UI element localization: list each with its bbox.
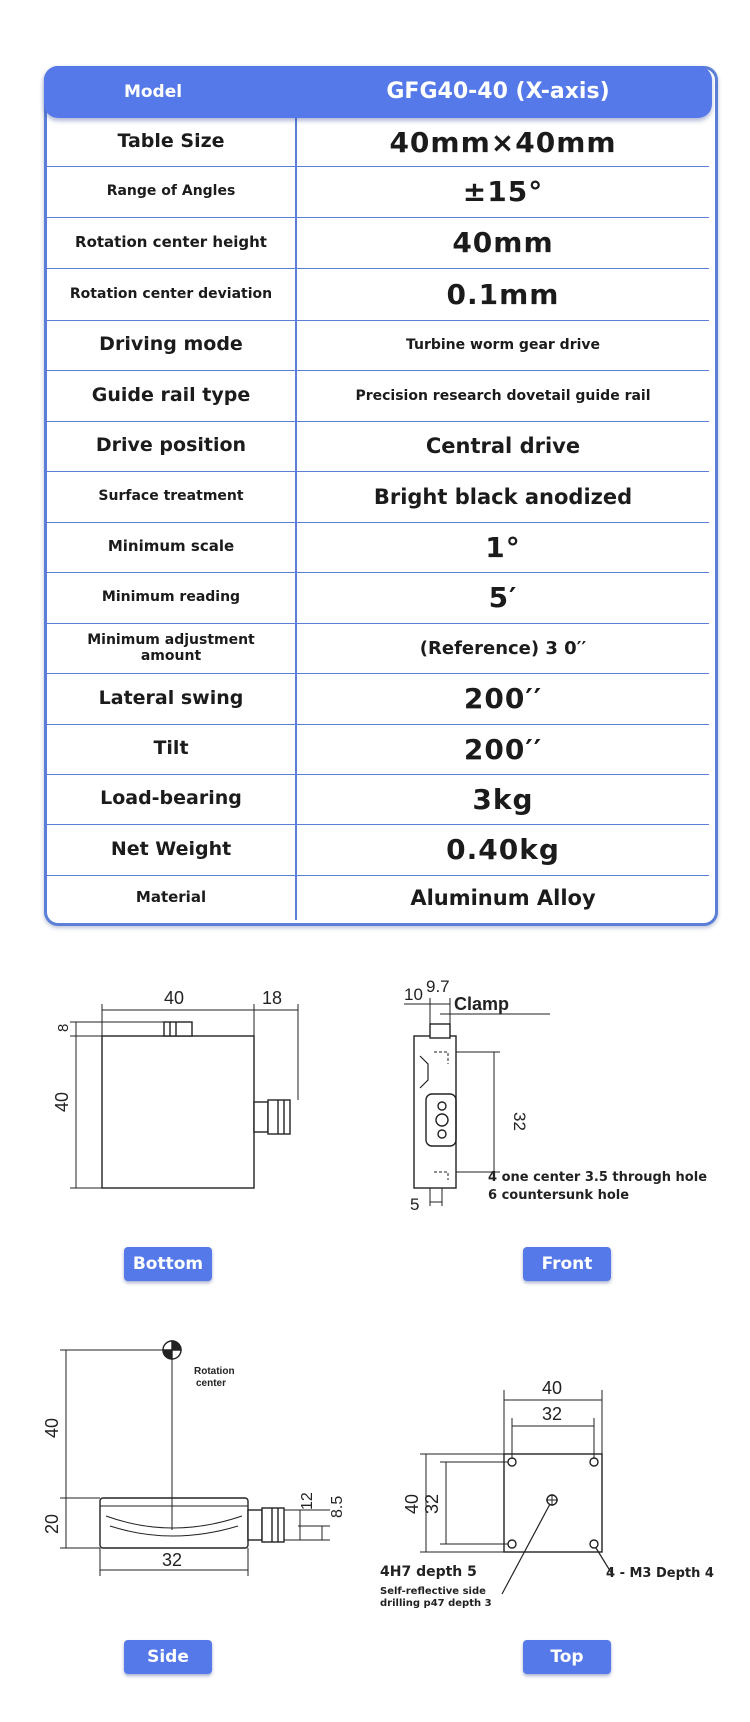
table-row [47, 217, 709, 269]
row-label: Material [135, 887, 207, 906]
mounting-hole [590, 1458, 598, 1466]
row-value: 0.40kg [446, 833, 560, 866]
dim-top: 8 [55, 1023, 72, 1032]
dim-outer-h: 40 [402, 1493, 422, 1514]
row-value: Precision research dovetail guide rail [355, 387, 651, 404]
header-model-value: GFG40-40 (X-axis) [386, 79, 610, 104]
row-label: Lateral swing [98, 686, 244, 709]
table-row [47, 875, 709, 920]
row-value: 200′′ [463, 682, 543, 715]
side-view-drawing [30, 1330, 370, 1600]
stage-side-outline [414, 1036, 456, 1188]
table-row [47, 118, 709, 167]
row-label: Load-bearing [100, 787, 242, 810]
table-row [47, 824, 709, 876]
table-row [47, 370, 709, 422]
table-row [47, 320, 709, 371]
rotation-label-line2: center [196, 1378, 227, 1389]
dim-width: 40 [164, 988, 185, 1008]
dim-a: 9.7 [426, 977, 450, 996]
bottom-view-label: Bottom [124, 1247, 212, 1281]
dim-d2: 8.5 [329, 1495, 346, 1518]
table-row [47, 522, 709, 573]
table-row [47, 673, 709, 725]
mounting-hole [508, 1458, 516, 1466]
row-label: Range of Angles [106, 183, 236, 200]
table-row [47, 421, 709, 472]
dim-b: 10 [404, 985, 423, 1004]
dim-height: 32 [510, 1112, 529, 1131]
bottom-view-drawing [40, 960, 340, 1200]
clamp-label: Clamp [454, 994, 510, 1014]
row-value: Bright black anodized [373, 484, 633, 509]
table-row [47, 572, 709, 624]
dim-inner-w: 32 [542, 1404, 563, 1424]
top-note-main: 4H7 depth 5 [380, 1564, 477, 1580]
dim-height: 40 [42, 1417, 62, 1438]
front-note-line2: 6 countersunk hole [488, 1188, 630, 1203]
row-label: Minimum scale [107, 537, 235, 556]
micrometer-knob [248, 1510, 262, 1540]
clamp-knob [430, 1024, 450, 1038]
row-label: Net Weight [110, 837, 232, 860]
row-value: 40mm [452, 226, 554, 259]
dim-base: 20 [42, 1513, 62, 1534]
front-view-label: Front [523, 1247, 611, 1281]
dim-d1: 12 [299, 1492, 316, 1510]
top-note-sub2: drilling p47 depth 3 [380, 1598, 492, 1609]
top-note-sub1: Self-reflective side [380, 1586, 486, 1597]
front-note-line1: 4 one center 3.5 through hole [488, 1170, 708, 1185]
table-header [44, 66, 712, 118]
dim-inner-h: 32 [422, 1493, 442, 1514]
row-value: 5′ [488, 581, 518, 614]
dim-width: 32 [162, 1550, 183, 1570]
side-view-label: Side [124, 1640, 212, 1674]
dim-outer-w: 40 [542, 1378, 563, 1398]
row-value: 1° [485, 530, 521, 564]
table-row [47, 623, 709, 674]
row-value: Turbine worm gear drive [405, 337, 601, 353]
row-value: 40mm×40mm [389, 125, 617, 159]
stage-body-outline [102, 1036, 254, 1188]
dim-knob: 18 [262, 988, 283, 1008]
stage-top-outline [504, 1454, 602, 1552]
table-row [47, 724, 709, 775]
table-row [47, 166, 709, 218]
row-label: Guide rail type [91, 383, 251, 406]
table-row [47, 268, 709, 321]
table-row [47, 774, 709, 825]
top-note-right: 4 - M3 Depth 4 [606, 1566, 714, 1581]
row-label: Surface treatment [98, 488, 244, 505]
dim-height: 40 [52, 1091, 72, 1112]
table-row [47, 471, 709, 523]
row-label: Tilt [153, 737, 189, 760]
row-label: Drive position [95, 434, 247, 457]
row-value: ±15° [462, 175, 544, 208]
header-label: Model [123, 82, 183, 102]
row-value: Aluminum Alloy [410, 885, 596, 910]
row-value: Central drive [425, 434, 581, 458]
row-label: Table Size [117, 130, 225, 153]
row-label: Minimum adjustment amount [87, 631, 255, 664]
mounting-hole [508, 1540, 516, 1548]
mounting-hole [590, 1540, 598, 1548]
row-label: Driving mode [99, 333, 243, 356]
clamp-knob [164, 1022, 192, 1036]
row-label: Minimum reading [101, 589, 241, 606]
row-label: Rotation center deviation [69, 285, 273, 302]
rotation-label-line1: Rotation [194, 1366, 235, 1377]
row-label: Rotation center height [75, 232, 267, 251]
row-value: 0.1mm [446, 277, 560, 311]
row-value: 200′′ [463, 732, 543, 766]
row-value: 3kg [472, 782, 534, 816]
micrometer-knob [254, 1102, 268, 1132]
dim-bottom: 5 [410, 1195, 420, 1214]
top-view-label: Top [523, 1640, 611, 1674]
row-value: (Reference) 3 0′′ [419, 637, 587, 659]
